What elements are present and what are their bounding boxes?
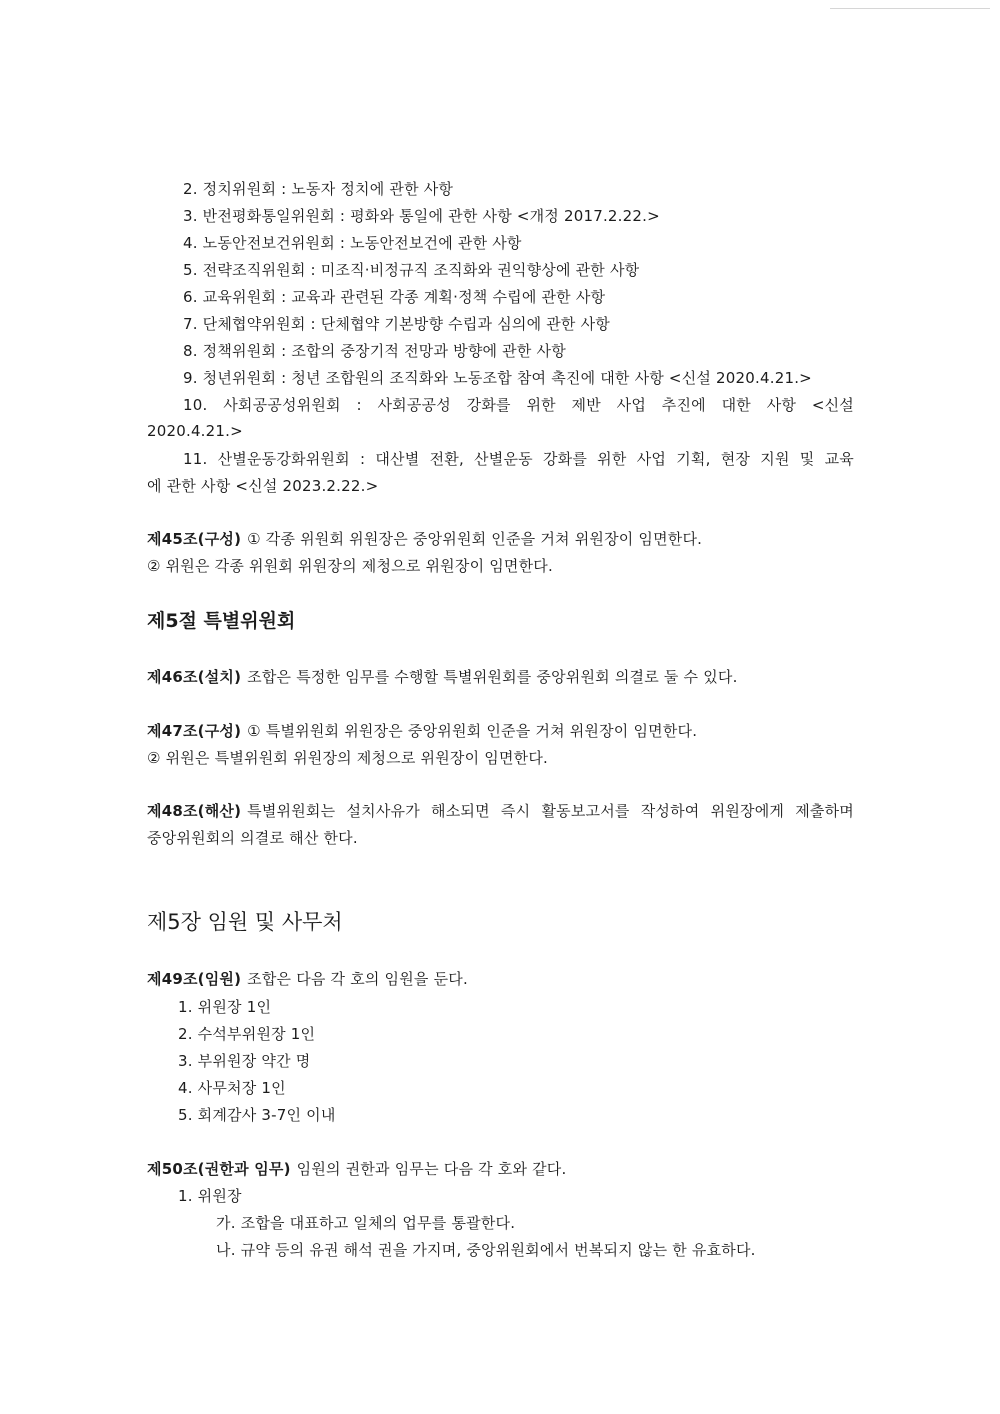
article-47-text: ① 특별위원회 위원장은 중앙위원회 인준을 거쳐 위원장이 임면한다. <box>247 722 698 740</box>
list-item-11-line1: 11. 산별운동강화위원회 : 대산별 전환, 산별운동 강화를 위한 사업 기획, 현장 지원 및 교육 <box>183 450 854 468</box>
article-47 <box>147 720 697 742</box>
list-item: 8. 정책위원회 : 조합의 중장기적 전망과 방향에 관한 사항 <box>183 342 566 360</box>
article-48-text: 특별위원회는 설치사유가 해소되면 즉시 활동보고서를 작성하여 위원장에게 제출하며 <box>247 802 854 820</box>
article-47-title: 제47조(구성) <box>147 722 242 740</box>
article-48-line2: 중앙위원회의 의결로 해산 한다. <box>147 829 358 847</box>
sub-item: 가. 조합을 대표하고 일체의 업무를 통괄한다. <box>216 1214 516 1232</box>
article-50 <box>147 1158 566 1180</box>
article-46-text: 조합은 특정한 임무를 수행할 특별위원회를 중앙위원회 의결로 둘 수 있다. <box>247 668 738 686</box>
list-item-11-line2: 에 관한 사항 <신설 2023.2.22.> <box>147 477 379 495</box>
article-49-title: 제49조(임원) <box>147 970 242 988</box>
article-45 <box>147 528 702 550</box>
list-item: 1. 위원장 <box>178 1187 242 1205</box>
article-49-text: 조합은 다음 각 호의 임원을 둔다. <box>247 970 468 988</box>
article-46 <box>147 666 738 688</box>
list-item-10-line2: 2020.4.21.> <box>147 422 243 440</box>
chapter-heading: 제5장 임원 및 사무처 <box>147 910 343 934</box>
article-46-title: 제46조(설치) <box>147 668 242 686</box>
section-heading: 제5절 특별위원회 <box>147 610 296 632</box>
sub-item: 나. 규약 등의 유권 해석 권을 가지며, 중앙위원회에서 번복되지 않는 한 유효하다. <box>216 1241 756 1259</box>
article-45-text: ① 각종 위원회 위원장은 중앙위원회 인준을 거쳐 위원장이 임면한다. <box>247 530 703 548</box>
list-item: 3. 반전평화통일위원회 : 평화와 통일에 관한 사항 <개정 2017.2.22.> <box>183 207 660 225</box>
scan-edge-line <box>830 8 990 9</box>
list-item: 6. 교육위원회 : 교육과 관련된 각종 계획·정책 수립에 관한 사항 <box>183 288 606 306</box>
list-item: 2. 정치위원회 : 노동자 정치에 관한 사항 <box>183 180 454 198</box>
article-49 <box>147 968 468 990</box>
article-50-text: 임원의 권한과 임무는 다음 각 호와 같다. <box>296 1160 567 1178</box>
article-48 <box>147 800 854 822</box>
list-item: 5. 전략조직위원회 : 미조직·비정규직 조직화와 권익향상에 관한 사항 <box>183 261 640 279</box>
list-item: 1. 위원장 1인 <box>178 998 272 1016</box>
list-item: 4. 노동안전보건위원회 : 노동안전보건에 관한 사항 <box>183 234 522 252</box>
list-item: 7. 단체협약위원회 : 단체협약 기본방향 수립과 심의에 관한 사항 <box>183 315 610 333</box>
article-48-title: 제48조(해산) <box>147 802 242 820</box>
article-45-paragraph-2: ② 위원은 각종 위원회 위원장의 제청으로 위원장이 임면한다. <box>147 557 553 575</box>
list-item: 2. 수석부위원장 1인 <box>178 1025 316 1043</box>
list-item-10-line1: 10. 사회공공성위원회 : 사회공공성 강화를 위한 제반 사업 추진에 대한 사항 <신설 <box>183 396 854 414</box>
list-item: 5. 회계감사 3-7인 이내 <box>178 1106 336 1124</box>
article-45-title: 제45조(구성) <box>147 530 242 548</box>
article-50-title: 제50조(권한과 임무) <box>147 1160 291 1178</box>
list-item: 9. 청년위원회 : 청년 조합원의 조직화와 노동조합 참여 촉진에 대한 사항 <신설 2020.4.21.> <box>183 369 812 387</box>
list-item: 4. 사무처장 1인 <box>178 1079 286 1097</box>
list-item: 3. 부위원장 약간 명 <box>178 1052 311 1070</box>
article-47-paragraph-2: ② 위원은 특별위원회 위원장의 제청으로 위원장이 임면한다. <box>147 749 548 767</box>
